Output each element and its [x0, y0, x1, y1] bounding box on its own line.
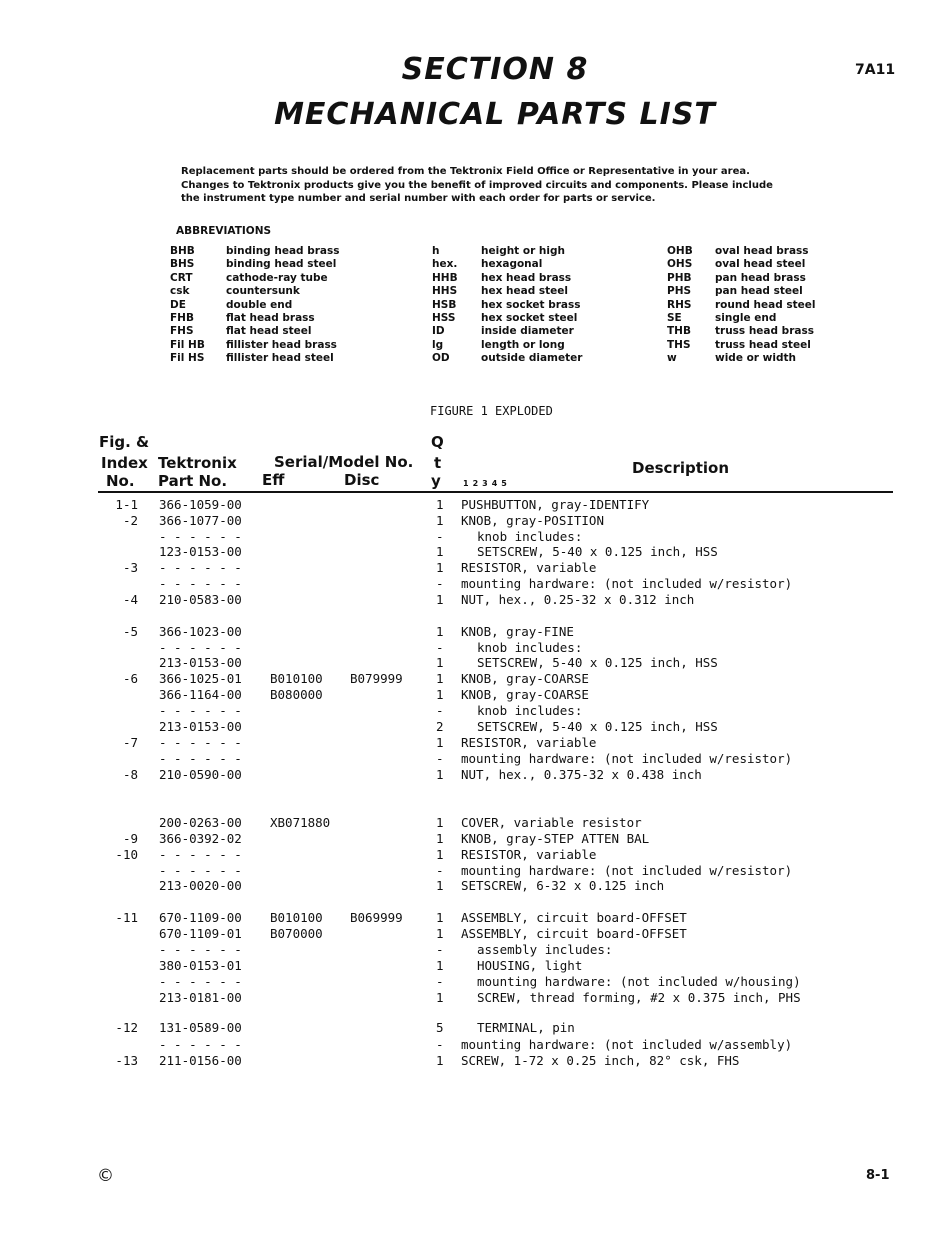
serial-eff: B010100 [270, 910, 323, 925]
abbreviation-description: fillister head brass [226, 338, 337, 351]
table-row [0, 671, 950, 687]
part-description: RESISTOR, variable [461, 735, 597, 750]
quantity: 1 [436, 513, 444, 528]
index-number: -6 [122, 671, 138, 686]
abbreviation-code: OHB [667, 245, 693, 257]
table-row [0, 1037, 950, 1053]
figure-title: FIGURE 1 EXPLODED [430, 404, 553, 418]
abbreviation-description: hex socket brass [481, 298, 581, 311]
abbreviation-description: oval head brass [715, 245, 809, 257]
quantity: 1 [436, 592, 444, 607]
abbreviation-description: wide or width [715, 352, 796, 365]
quantity: - [436, 703, 444, 718]
part-description: KNOB, gray-POSITION [461, 513, 604, 528]
index-number: -4 [122, 592, 138, 607]
part-number: 213-0153-00 [159, 655, 242, 670]
table-row [0, 513, 950, 529]
header-index: Index [101, 454, 148, 472]
quantity: - [436, 751, 444, 766]
part-number: - - - - - - [159, 847, 242, 862]
quantity: 2 [436, 719, 444, 734]
index-number: -10 [115, 847, 138, 862]
part-description: KNOB, gray-STEP ATTEN BAL [461, 831, 650, 846]
table-row [0, 831, 950, 847]
abbreviation-code: w [667, 352, 677, 365]
abbreviation-description: cathode-ray tube [226, 271, 328, 284]
index-number: -7 [122, 735, 138, 750]
abbreviation-description: inside diameter [481, 325, 574, 338]
index-number: -5 [122, 624, 138, 639]
part-description: ASSEMBLY, circuit board-OFFSET [461, 926, 687, 941]
part-number: - - - - - - [159, 863, 242, 878]
abbreviation-code: HSB [432, 298, 457, 311]
table-row [0, 910, 950, 926]
table-row [0, 990, 950, 1006]
table-row [0, 878, 950, 894]
table-row [0, 719, 950, 735]
part-number: 210-0583-00 [159, 592, 242, 607]
part-number: 366-1059-00 [159, 497, 242, 512]
part-description: PUSHBUTTON, gray-IDENTIFY [461, 497, 650, 512]
part-number: 213-0181-00 [159, 990, 242, 1005]
index-number: -9 [122, 831, 138, 846]
part-number: - - - - - - [159, 751, 242, 766]
abbreviation-code: ID [432, 325, 445, 338]
quantity: 1 [436, 958, 444, 973]
model-number: 7A11 [855, 62, 896, 78]
abbreviation-code: FHB [170, 311, 194, 324]
abbreviation-code: THB [667, 325, 691, 338]
abbreviation-description: double end [226, 298, 293, 311]
part-description: HOUSING, light [477, 958, 583, 973]
part-number: 200-0263-00 [159, 815, 242, 830]
abbreviation-description: height or high [481, 245, 565, 257]
header-tektronix: Tektronix [158, 454, 237, 472]
quantity: 1 [436, 624, 444, 639]
abbreviation-code: PHB [667, 271, 692, 284]
table-row [0, 974, 950, 990]
abbreviation-description: binding head brass [226, 245, 340, 257]
index-number: -12 [115, 1020, 138, 1035]
quantity: - [436, 640, 444, 655]
quantity: - [436, 1037, 444, 1052]
abbreviation-code: THS [667, 338, 691, 351]
header-part-no: Part No. [158, 472, 228, 490]
part-number: - - - - - - [159, 529, 242, 544]
part-description: knob includes: [477, 703, 583, 718]
part-number: - - - - - - [159, 974, 242, 989]
quantity: 1 [436, 831, 444, 846]
index-number: -8 [122, 767, 138, 782]
part-number: 210-0590-00 [159, 767, 242, 782]
table-row [0, 751, 950, 767]
quantity: - [436, 529, 444, 544]
abbreviation-code: OD [432, 352, 450, 365]
header-rule [98, 491, 893, 493]
abbreviation-description: single end [715, 311, 777, 324]
part-description: mounting hardware: (not included w/resistor) [461, 576, 793, 591]
abbreviation-description: hex socket steel [481, 311, 578, 324]
abbreviation-description: outside diameter [481, 352, 583, 365]
part-number: 366-1164-00 [159, 687, 242, 702]
header-fig: Fig. & [99, 433, 150, 451]
abbreviation-code: BHS [170, 258, 195, 271]
abbreviation-code: Fil HS [170, 352, 205, 365]
abbreviation-description: pan head brass [715, 271, 806, 284]
table-row [0, 655, 950, 671]
quantity: 1 [436, 497, 444, 512]
abbreviation-code: hex. [432, 258, 458, 271]
part-number: - - - - - - [159, 1037, 242, 1052]
abbreviation-description: length or long [481, 338, 565, 351]
quantity: - [436, 863, 444, 878]
table-row [0, 624, 950, 640]
abbreviation-code: PHS [667, 285, 692, 298]
part-description: knob includes: [477, 529, 583, 544]
abbreviation-code: DE [170, 298, 186, 311]
part-number: - - - - - - [159, 640, 242, 655]
intro-line: Changes to Tektronix products give you the benefit of improved circuits and components. Please include [181, 179, 773, 191]
quantity: 5 [436, 1020, 444, 1035]
quantity: 1 [436, 847, 444, 862]
part-description: assembly includes: [477, 942, 613, 957]
serial-eff: B070000 [270, 926, 323, 941]
quantity: 1 [436, 735, 444, 750]
part-description: KNOB, gray-FINE [461, 624, 574, 639]
header-no: No. [106, 472, 135, 490]
part-number: 213-0153-00 [159, 719, 242, 734]
abbreviation-code: h [432, 245, 440, 257]
part-description: COVER, variable resistor [461, 815, 642, 830]
table-row [0, 926, 950, 942]
index-number: -3 [122, 560, 138, 575]
part-description: KNOB, gray-COARSE [461, 671, 589, 686]
abbreviation-description: truss head steel [715, 338, 811, 351]
header-t: t [434, 454, 442, 472]
part-description: mounting hardware: (not included w/resistor) [461, 751, 793, 766]
abbreviation-description: hex head steel [481, 285, 568, 298]
table-row [0, 560, 950, 576]
table-row [0, 529, 950, 545]
table-row [0, 497, 950, 513]
part-number: - - - - - - [159, 735, 242, 750]
abbreviation-description: oval head steel [715, 258, 806, 271]
part-number: 131-0589-00 [159, 1020, 242, 1035]
copyright-mark: © [97, 1166, 114, 1186]
part-description: RESISTOR, variable [461, 847, 597, 862]
quantity: 1 [436, 1053, 444, 1068]
part-description: SCREW, 1-72 x 0.25 inch, 82° csk, FHS [461, 1053, 740, 1068]
abbreviation-description: pan head steel [715, 285, 803, 298]
part-number: 211-0156-00 [159, 1053, 242, 1068]
part-number: 670-1109-01 [159, 926, 242, 941]
header-y: y [431, 472, 441, 490]
part-number: 366-1023-00 [159, 624, 242, 639]
quantity: 1 [436, 926, 444, 941]
part-description: NUT, hex., 0.375-32 x 0.438 inch [461, 767, 702, 782]
intro-line: Replacement parts should be ordered from the Tektronix Field Office or Representative in your area. [181, 166, 750, 177]
serial-disc: B069999 [350, 910, 403, 925]
header-serial-model: Serial/Model No. [274, 453, 414, 471]
table-row [0, 863, 950, 879]
quantity: 1 [436, 560, 444, 575]
part-description: RESISTOR, variable [461, 560, 597, 575]
part-description: SETSCREW, 5-40 x 0.125 inch, HSS [477, 544, 718, 559]
abbreviation-code: Fil HB [170, 338, 205, 351]
part-number: 366-0392-02 [159, 831, 242, 846]
abbreviation-description: round head steel [715, 298, 816, 311]
quantity: - [436, 576, 444, 591]
table-row [0, 735, 950, 751]
part-number: 123-0153-00 [159, 544, 242, 559]
abbreviation-code: lg [432, 338, 444, 351]
abbreviation-description: flat head brass [226, 311, 315, 324]
part-description: ASSEMBLY, circuit board-OFFSET [461, 910, 687, 925]
part-number: 380-0153-01 [159, 958, 242, 973]
abbreviation-description: countersunk [226, 285, 300, 298]
abbreviation-code: CRT [170, 271, 193, 284]
part-description: KNOB, gray-COARSE [461, 687, 589, 702]
table-row [0, 847, 950, 863]
part-description: mounting hardware: (not included w/resistor) [461, 863, 793, 878]
abbreviation-description: hexagonal [481, 258, 543, 271]
serial-eff: XB071880 [270, 815, 331, 830]
table-row [0, 815, 950, 831]
index-number: -2 [122, 513, 138, 528]
part-number: - - - - - - [159, 576, 242, 591]
section-title: SECTION 8 [401, 52, 589, 87]
abbreviation-description: fillister head steel [226, 352, 334, 365]
abbreviations-heading: ABBREVIATIONS [176, 225, 272, 237]
abbreviation-code: OHS [667, 258, 693, 271]
index-number: -11 [115, 910, 138, 925]
table-row [0, 942, 950, 958]
serial-disc: B079999 [350, 671, 403, 686]
header-eff: Eff [262, 471, 285, 489]
part-description: SETSCREW, 6-32 x 0.125 inch [461, 878, 665, 893]
abbreviation-description: truss head brass [715, 325, 814, 338]
table-row [0, 576, 950, 592]
part-description: SETSCREW, 5-40 x 0.125 inch, HSS [477, 655, 718, 670]
table-row [0, 1053, 950, 1069]
abbreviation-code: HHS [432, 285, 458, 298]
quantity: - [436, 974, 444, 989]
quantity: - [436, 942, 444, 957]
abbreviation-code: FHS [170, 325, 194, 338]
abbreviation-code: RHS [667, 298, 692, 311]
quantity: 1 [436, 687, 444, 702]
part-number: 366-1025-01 [159, 671, 242, 686]
abbreviation-description: flat head steel [226, 325, 312, 338]
header-description: Description [632, 459, 730, 477]
page-title: MECHANICAL PARTS LIST [274, 97, 716, 132]
part-number: - - - - - - [159, 942, 242, 957]
quantity: 1 [436, 544, 444, 559]
part-description: SCREW, thread forming, #2 x 0.375 inch, PHS [477, 990, 801, 1005]
part-description: mounting hardware: (not included w/assembly) [461, 1037, 793, 1052]
abbreviation-description: hex head brass [481, 271, 572, 284]
quantity: 1 [436, 767, 444, 782]
header-indent-levels: 12345 [463, 479, 511, 488]
quantity: 1 [436, 671, 444, 686]
abbreviation-code: SE [667, 311, 682, 324]
table-row [0, 687, 950, 703]
abbreviation-description: binding head steel [226, 258, 337, 271]
serial-eff: B010100 [270, 671, 323, 686]
quantity: 1 [436, 655, 444, 670]
table-row [0, 958, 950, 974]
index-number: -13 [115, 1053, 138, 1068]
abbreviation-code: BHB [170, 245, 195, 257]
part-number: 213-0020-00 [159, 878, 242, 893]
table-row [0, 640, 950, 656]
quantity: 1 [436, 815, 444, 830]
table-row [0, 592, 950, 608]
quantity: 1 [436, 878, 444, 893]
page-number: 8-1 [866, 1168, 890, 1183]
index-number: 1-1 [115, 497, 138, 512]
part-number: - - - - - - [159, 560, 242, 575]
abbreviation-code: HSS [432, 311, 456, 324]
table-row [0, 544, 950, 560]
abbreviation-code: HHB [432, 271, 458, 284]
quantity: 1 [436, 910, 444, 925]
part-description: NUT, hex., 0.25-32 x 0.312 inch [461, 592, 695, 607]
intro-paragraph [181, 165, 821, 206]
table-row [0, 703, 950, 719]
quantity: 1 [436, 990, 444, 1005]
intro-line: the instrument type number and serial number with each order for parts or service. [181, 193, 656, 204]
part-number: - - - - - - [159, 703, 242, 718]
serial-eff: B080000 [270, 687, 323, 702]
abbreviation-code: csk [170, 285, 190, 298]
header-disc: Disc [344, 471, 380, 489]
part-description: knob includes: [477, 640, 583, 655]
table-row [0, 1020, 950, 1036]
table-row [0, 767, 950, 783]
part-description: TERMINAL, pin [477, 1020, 575, 1035]
part-description: SETSCREW, 5-40 x 0.125 inch, HSS [477, 719, 718, 734]
part-number: 366-1077-00 [159, 513, 242, 528]
part-number: 670-1109-00 [159, 910, 242, 925]
header-q: Q [431, 433, 444, 451]
part-description: mounting hardware: (not included w/housing) [477, 974, 801, 989]
